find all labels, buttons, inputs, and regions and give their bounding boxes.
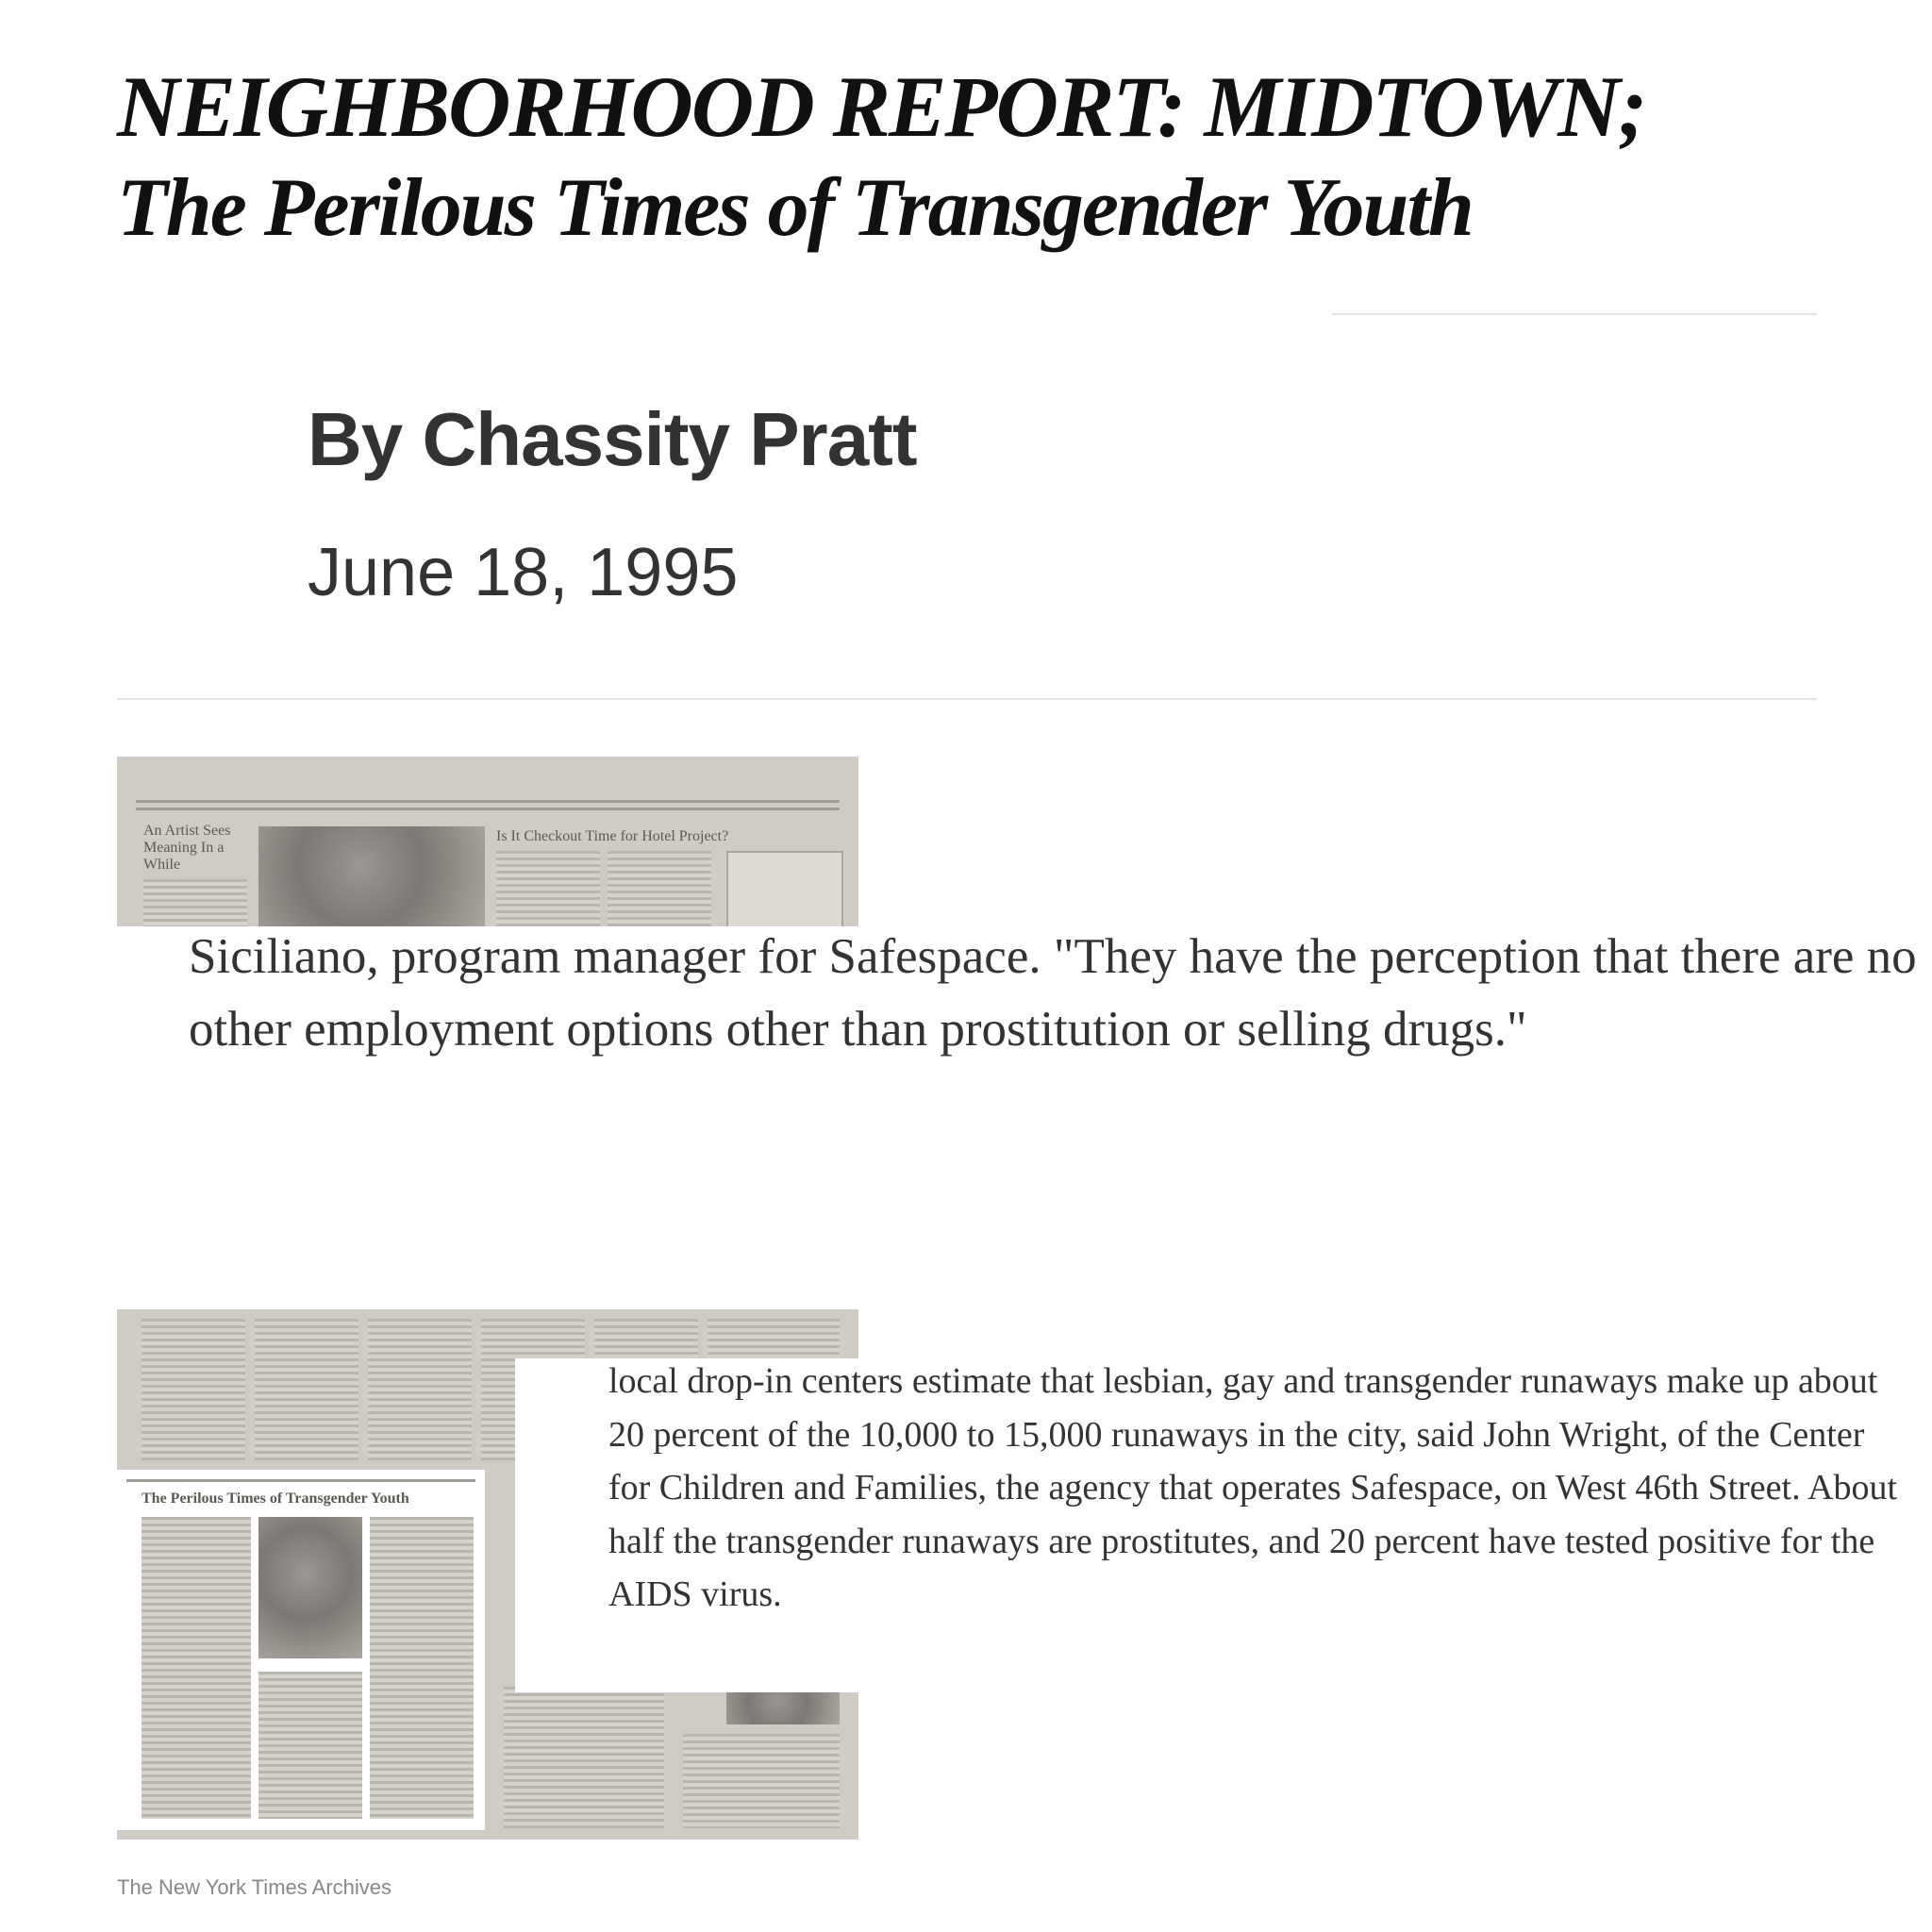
- scan-column: [370, 1517, 474, 1819]
- scan-clipping-headline: The Perilous Times of Transgender Youth: [142, 1491, 409, 1507]
- scan-clipping: [117, 1470, 485, 1830]
- scan-map: [726, 851, 843, 930]
- top-divider: [1332, 313, 1817, 315]
- scan-column: [368, 1319, 472, 1460]
- scan-rule: [136, 800, 840, 803]
- scan-rule: [136, 808, 840, 810]
- publish-date: June 18, 1995: [308, 535, 739, 610]
- scan-column: [143, 879, 247, 926]
- scan-left-headline: An Artist Sees Meaning In a While: [143, 823, 231, 873]
- byline[interactable]: By Chassity Pratt: [308, 397, 917, 481]
- scan-column: [255, 1319, 358, 1460]
- scan-clipping-photo: [258, 1517, 362, 1658]
- archive-page-scan-top[interactable]: [117, 757, 858, 926]
- headline-line-1: NEIGHBORHOOD REPORT: MIDTOWN;: [117, 58, 1646, 155]
- scan-column: [608, 851, 711, 926]
- image-credit: The New York Times Archives: [117, 1875, 392, 1899]
- scan-right-headline: Is It Checkout Time for Hotel Project?: [496, 828, 729, 844]
- scan-photo: [258, 826, 485, 926]
- article-paragraph-1: Siciliano, program manager for Safespace. "They have the perception that there are no other employment options other than prostitution or selling drugs.": [189, 929, 1917, 1057]
- scan-column: [504, 1687, 664, 1828]
- scan-column: [142, 1319, 245, 1460]
- scan-photo: [726, 1687, 840, 1724]
- scan-column: [142, 1517, 251, 1819]
- article-paragraph-2: local drop-in centers estimate that lesbian, gay and transgender runaways make up about 20 percent of the 10,000 to 15,000 runaways in the city, said John Wright, of the Center for Children and Families, the agency that operates Safespace, on West 46th Street. About half the transgender runaways are prostitutes, and 20 percent have tested positive for the AIDS virus.: [608, 1361, 1897, 1614]
- headline: [117, 55, 1721, 258]
- scan-column: [258, 1672, 362, 1819]
- headline-line-2: The Perilous Times of Transgender Youth: [117, 162, 1473, 254]
- scan-rule: [126, 1479, 475, 1482]
- scan-column: [496, 851, 600, 926]
- scan-column: [683, 1734, 840, 1828]
- meta-divider: [117, 698, 1817, 700]
